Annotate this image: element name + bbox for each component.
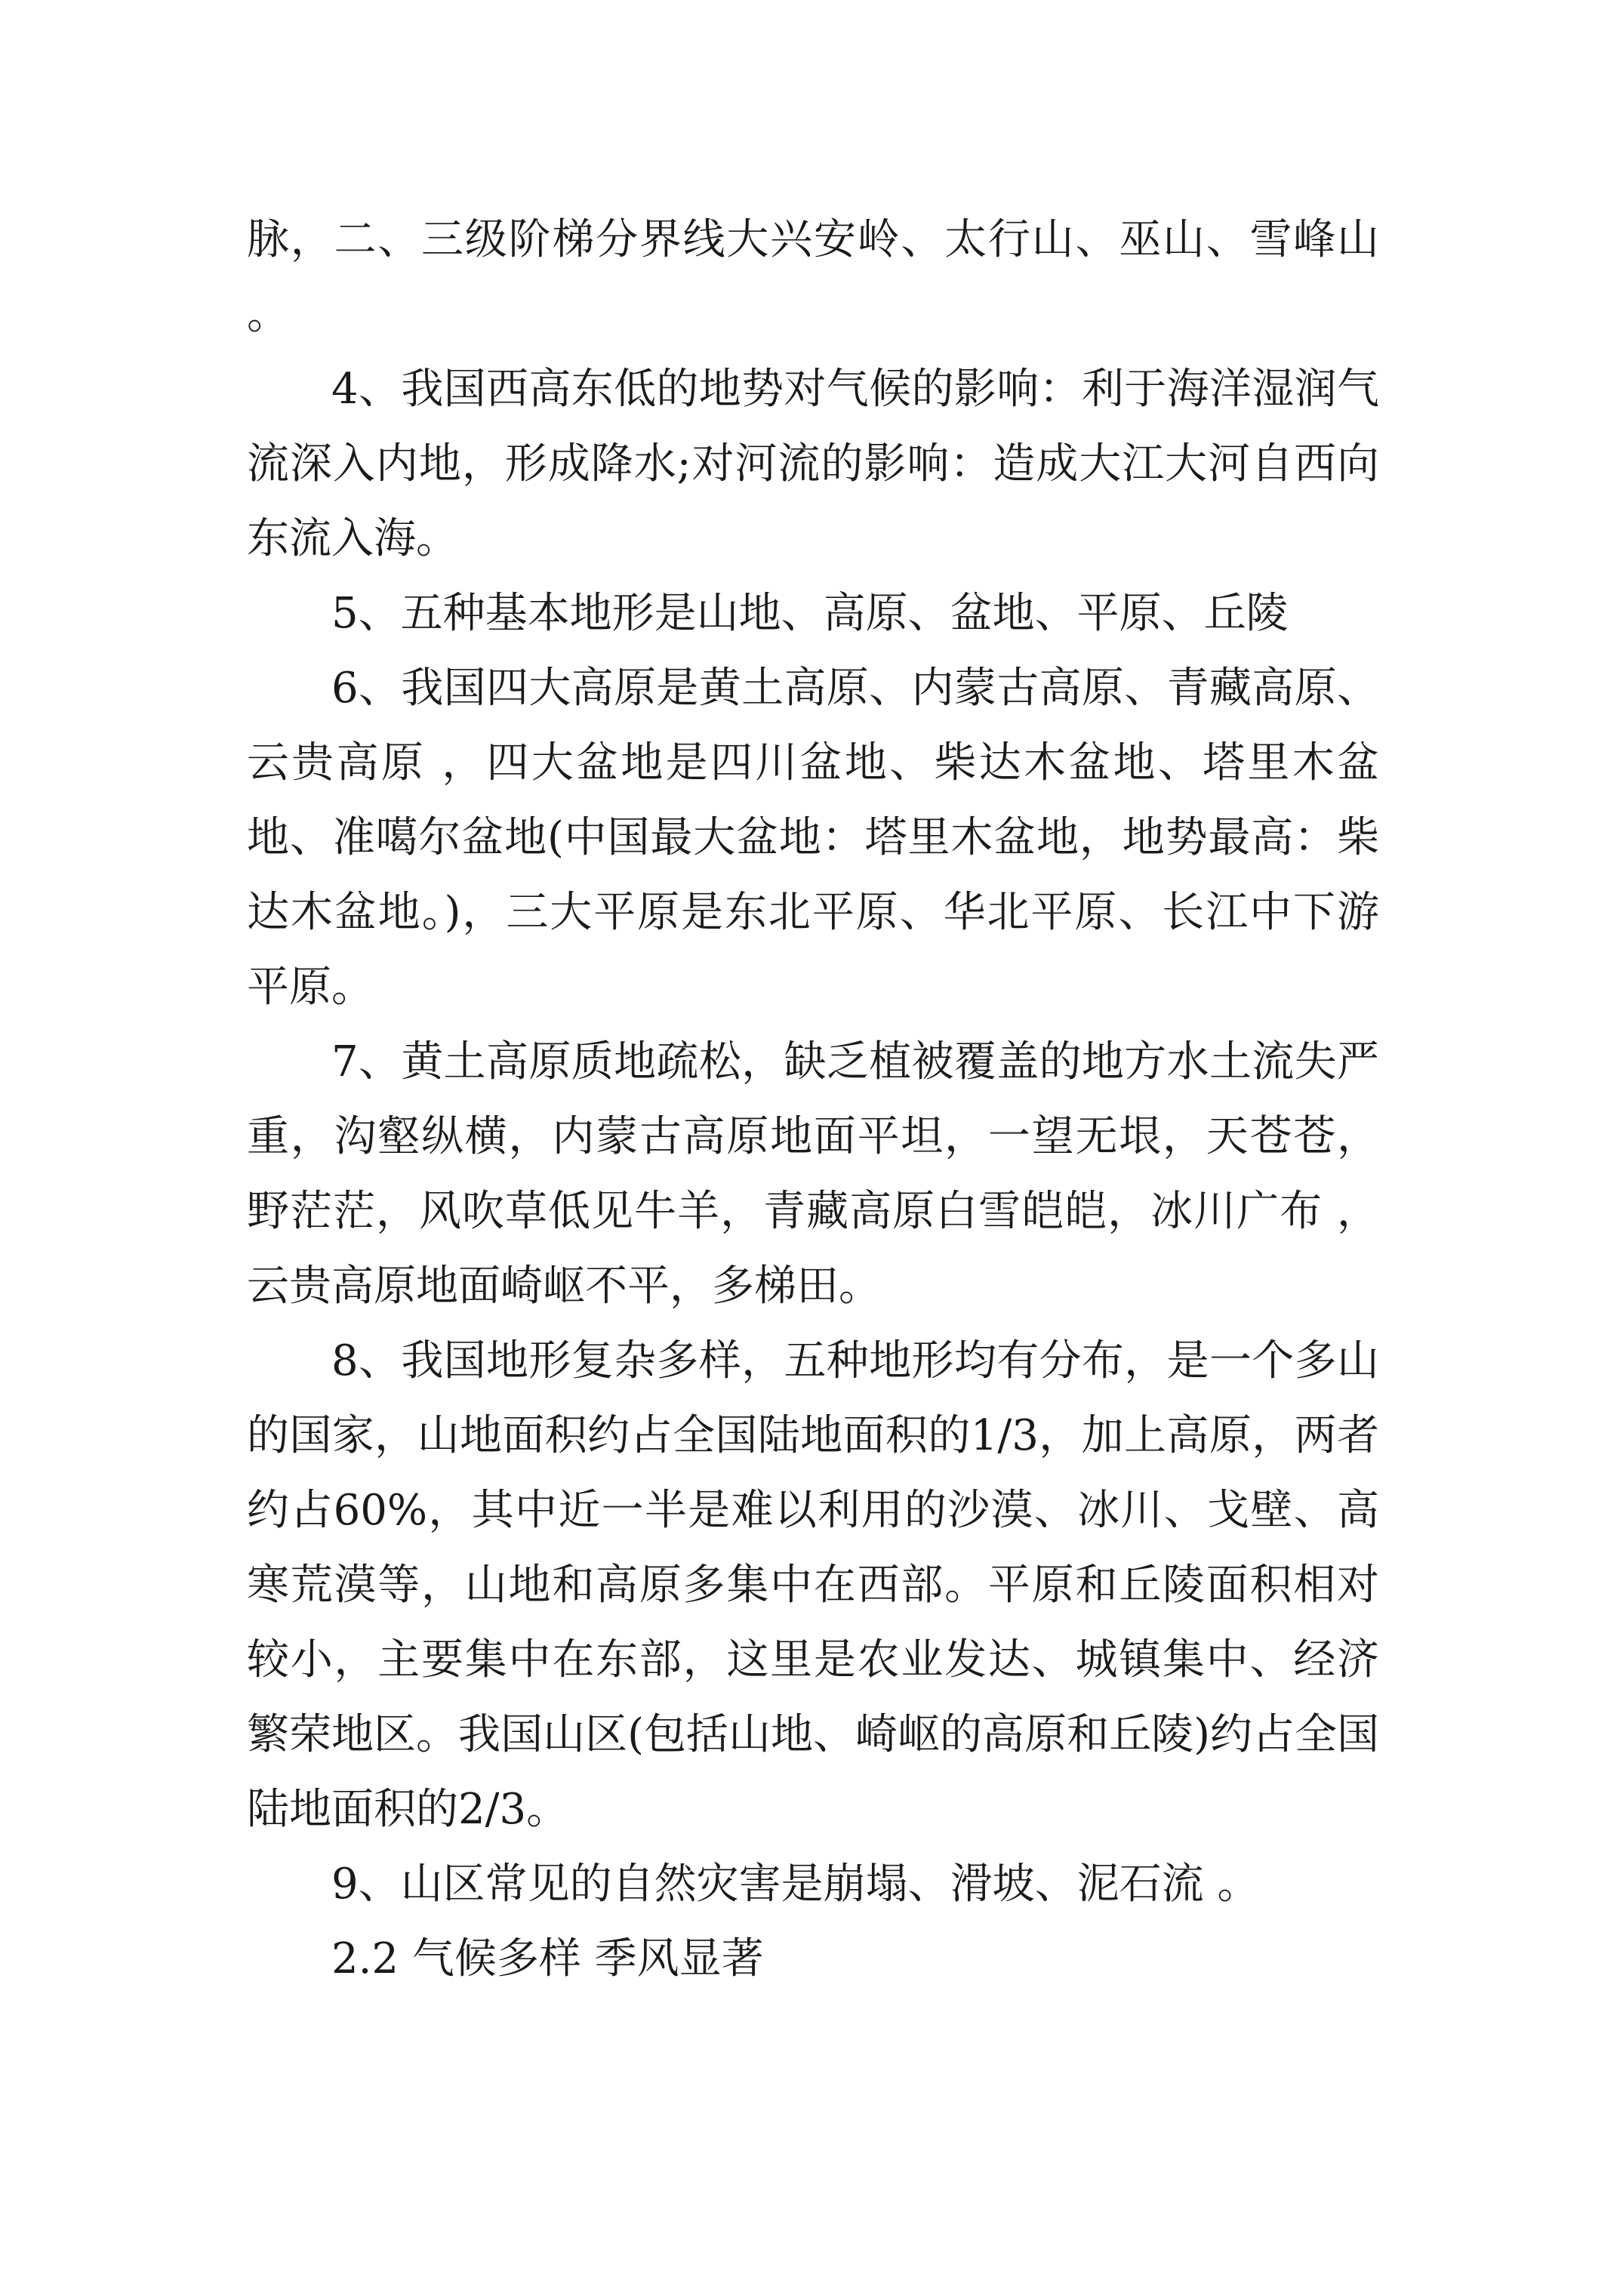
paragraph-continuation: 脉，二、三级阶梯分界线大兴安岭、太行山、巫山、雪峰山 。 xyxy=(247,215,1379,339)
section-heading: 2.2 气候多样 季风显著 xyxy=(331,1934,764,1983)
paragraph-item-8: 8、我国地形复杂多样，五种地形均有分布，是一个多山的国家，山地面积约占全国陆地面积的1/3，加上高原，两者约占60%，其中近一半是难以利用的沙漠、冰川、戈壁、高寒荒漠等，山地和高原多集中在西部。平原和丘陵面积相对较小，主要集中在东部，这里是农业发达、城镇集中、经济繁荣地区。我国山区(包括山地、崎岖的高原和丘陵)约占全国陆地面积的2/3。 xyxy=(247,1336,1379,1834)
document-body xyxy=(247,202,1379,1996)
paragraph-item-5: 5、五种基本地形是山地、高原、盆地、平原、丘陵 xyxy=(331,589,1289,638)
paragraph-item-4: 4、我国西高东低的地势对气候的影响：利于海洋湿润气流深入内地，形成降水;对河流的影响：造成大江大河自西向东流入海。 xyxy=(247,365,1379,563)
paragraph-item-9: 9、山区常见的自然灾害是崩塌、滑坡、泥石流 。 xyxy=(331,1860,1260,1909)
paragraph-item-6: 6、我国四大高原是黄土高原、内蒙古高原、青藏高原、云贵高原 ，四大盆地是四川盆地、柴达木盆地、塔里木盆地、准噶尔盆地(中国最大盆地：塔里木盆地，地势最高：柴达木盆地。)，三大平原是东北平原、华北平原、长江中下游平原。 xyxy=(247,664,1379,1012)
paragraph-item-7: 7、黄土高原质地疏松，缺乏植被覆盖的地方水土流失严重，沟壑纵横，内蒙古高原地面平坦，一望无垠，天苍苍，野茫茫，风吹草低见牛羊，青藏高原白雪皑皑，冰川广布 ，云贵高原地面崎岖不平，多梯田。 xyxy=(247,1037,1379,1311)
